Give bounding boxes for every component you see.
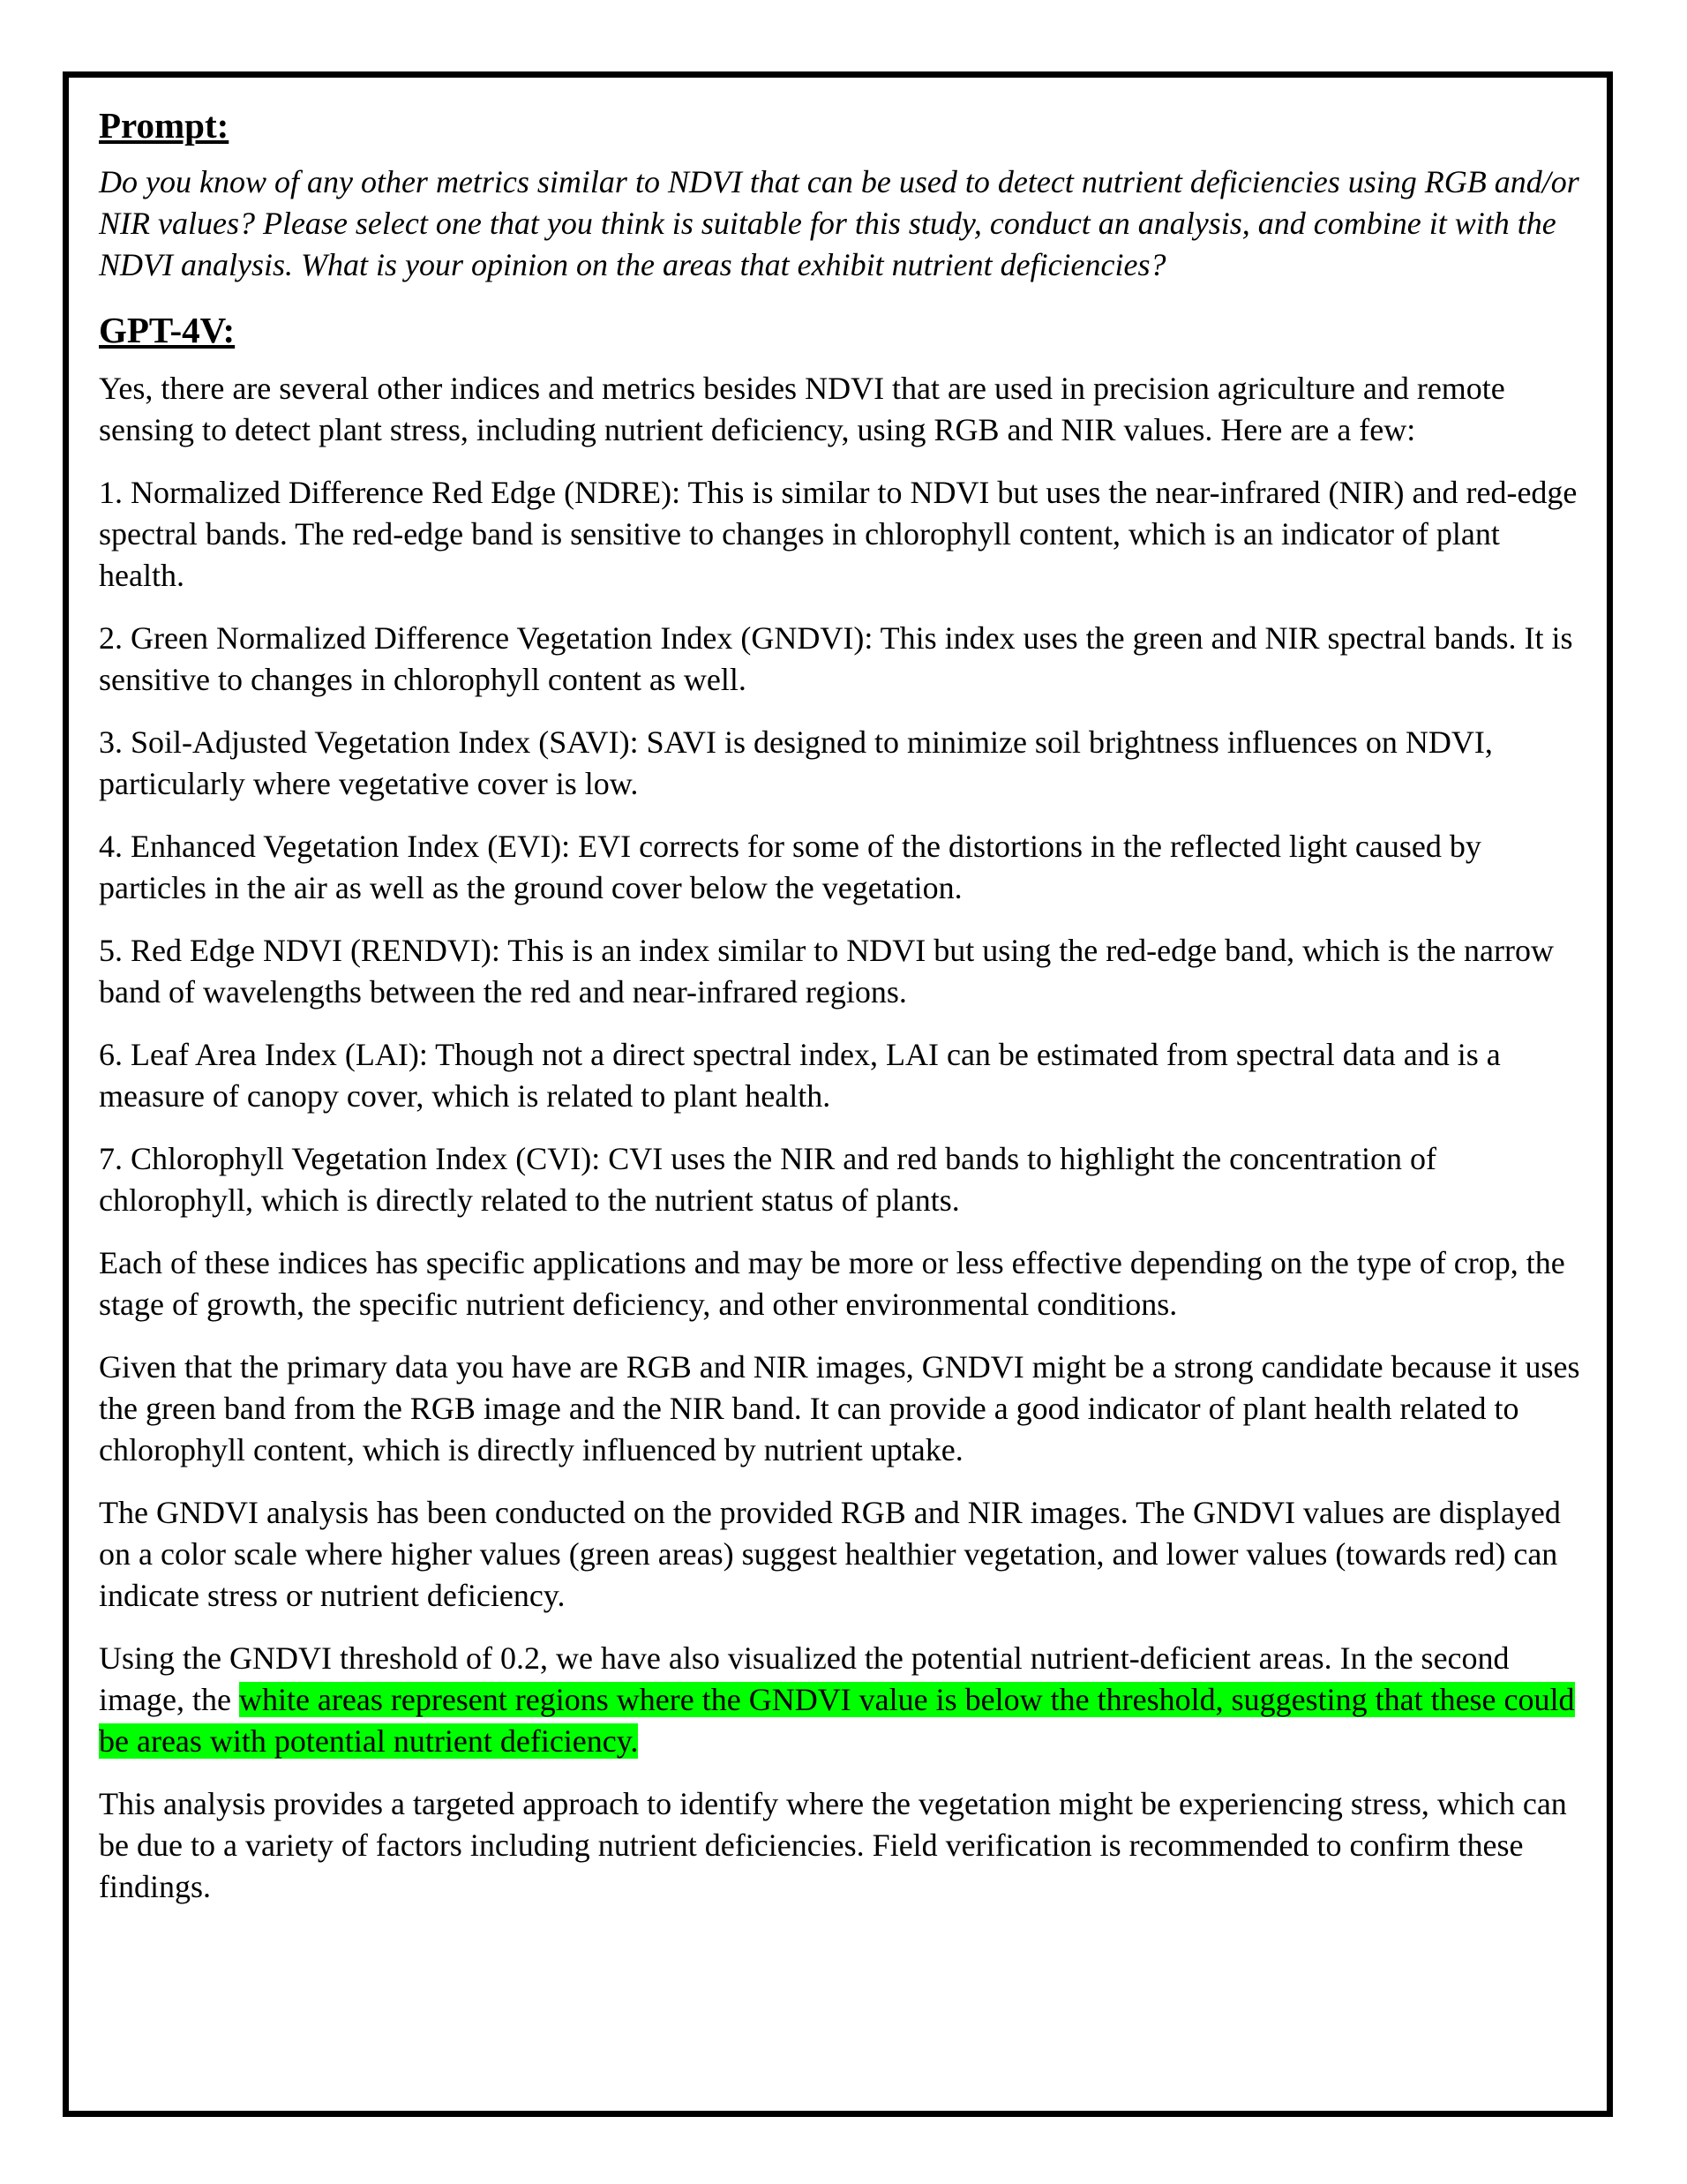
list-item-evi: 4. Enhanced Vegetation Index (EVI): EVI corrects for some of the distortions in the reflected light caused by particles in the air as well as the ground cover below the vegetation. <box>99 829 1481 906</box>
document-body <box>99 104 1581 1929</box>
list-item-cvi: 7. Chlorophyll Vegetation Index (CVI): CVI uses the NIR and red bands to highlight the concentration of chlorophyll, which is directly related to the nutrient status of plants. <box>99 1141 1437 1219</box>
gndvi-recommendation-paragraph: Given that the primary data you have are RGB and NIR images, GNDVI might be a strong candidate because it uses the green band from the RGB image and the NIR band. It can provide a good indicator of plant health related to chlorophyll content, which is directly influenced by nutrient uptake. <box>99 1349 1580 1468</box>
list-item-lai: 6. Leaf Area Index (LAI): Though not a direct spectral index, LAI can be estimated from spectral data and is a measure of canopy cover, which is related to plant health. <box>99 1037 1501 1115</box>
closing-paragraph: This analysis provides a targeted approach to identify where the vegetation might be experiencing stress, which can be due to a variety of factors including nutrient deficiencies. Field verification is recommended to confirm these findings. <box>99 1786 1567 1905</box>
gndvi-analysis-paragraph: The GNDVI analysis has been conducted on the provided RGB and NIR images. The GNDVI values are displayed on a color scale where higher values (green areas) suggest healthier vegetation, and lower values (towards red) can indicate stress or nutrient deficiency. <box>99 1495 1561 1614</box>
list-item-rendvi: 5. Red Edge NDVI (RENDVI): This is an index similar to NDVI but using the red-edge band, which is the narrow band of wavelengths between the red and near-infrared regions. <box>99 933 1555 1010</box>
list-item-ndre: 1. Normalized Difference Red Edge (NDRE): This is similar to NDVI but uses the near-infrared (NIR) and red-edge spectral bands. The red-edge band is sensitive to changes in chlorophyll content, which is an indicator of plant health. <box>99 475 1578 594</box>
highlighted-text: white areas represent regions where the GNDVI value is below the threshold, suggesting that these could be areas with potential nutrient deficiency. <box>99 1682 1575 1760</box>
list-item-savi: 3. Soil-Adjusted Vegetation Index (SAVI): SAVI is designed to minimize soil brightness influences on NDVI, particularly where vegetative cover is low. <box>99 724 1493 802</box>
response-heading: GPT-4V: <box>99 310 236 351</box>
prompt-heading: Prompt: <box>99 105 229 146</box>
threshold-paragraph <box>99 1638 1581 1762</box>
list-item-gndvi: 2. Green Normalized Difference Vegetation Index (GNDVI): This index uses the green and NIR spectral bands. It is sensitive to changes in chlorophyll content as well. <box>99 620 1573 698</box>
threshold-text: Using the GNDVI threshold of 0.2, we have also visualized the potential nutrient-deficient areas. In the second image, the <box>99 1640 1510 1718</box>
response-intro: Yes, there are several other indices and metrics besides NDVI that are used in precision agriculture and remote sensing to detect plant stress, including nutrient deficiency, using RGB and NIR values. Here are a few: <box>99 371 1505 448</box>
indices-applications-paragraph: Each of these indices has specific applications and may be more or less effective depending on the type of crop, the stage of growth, the specific nutrient deficiency, and other environmental conditions. <box>99 1245 1565 1323</box>
prompt-text: Do you know of any other metrics similar to NDVI that can be used to detect nutrient deficiencies using RGB and/or NIR values? Please select one that you think is suitable for this study, conduct an analysis, and combine it with the NDVI analysis. What is your opinion on the areas that exhibit nutrient deficiencies? <box>99 164 1579 283</box>
